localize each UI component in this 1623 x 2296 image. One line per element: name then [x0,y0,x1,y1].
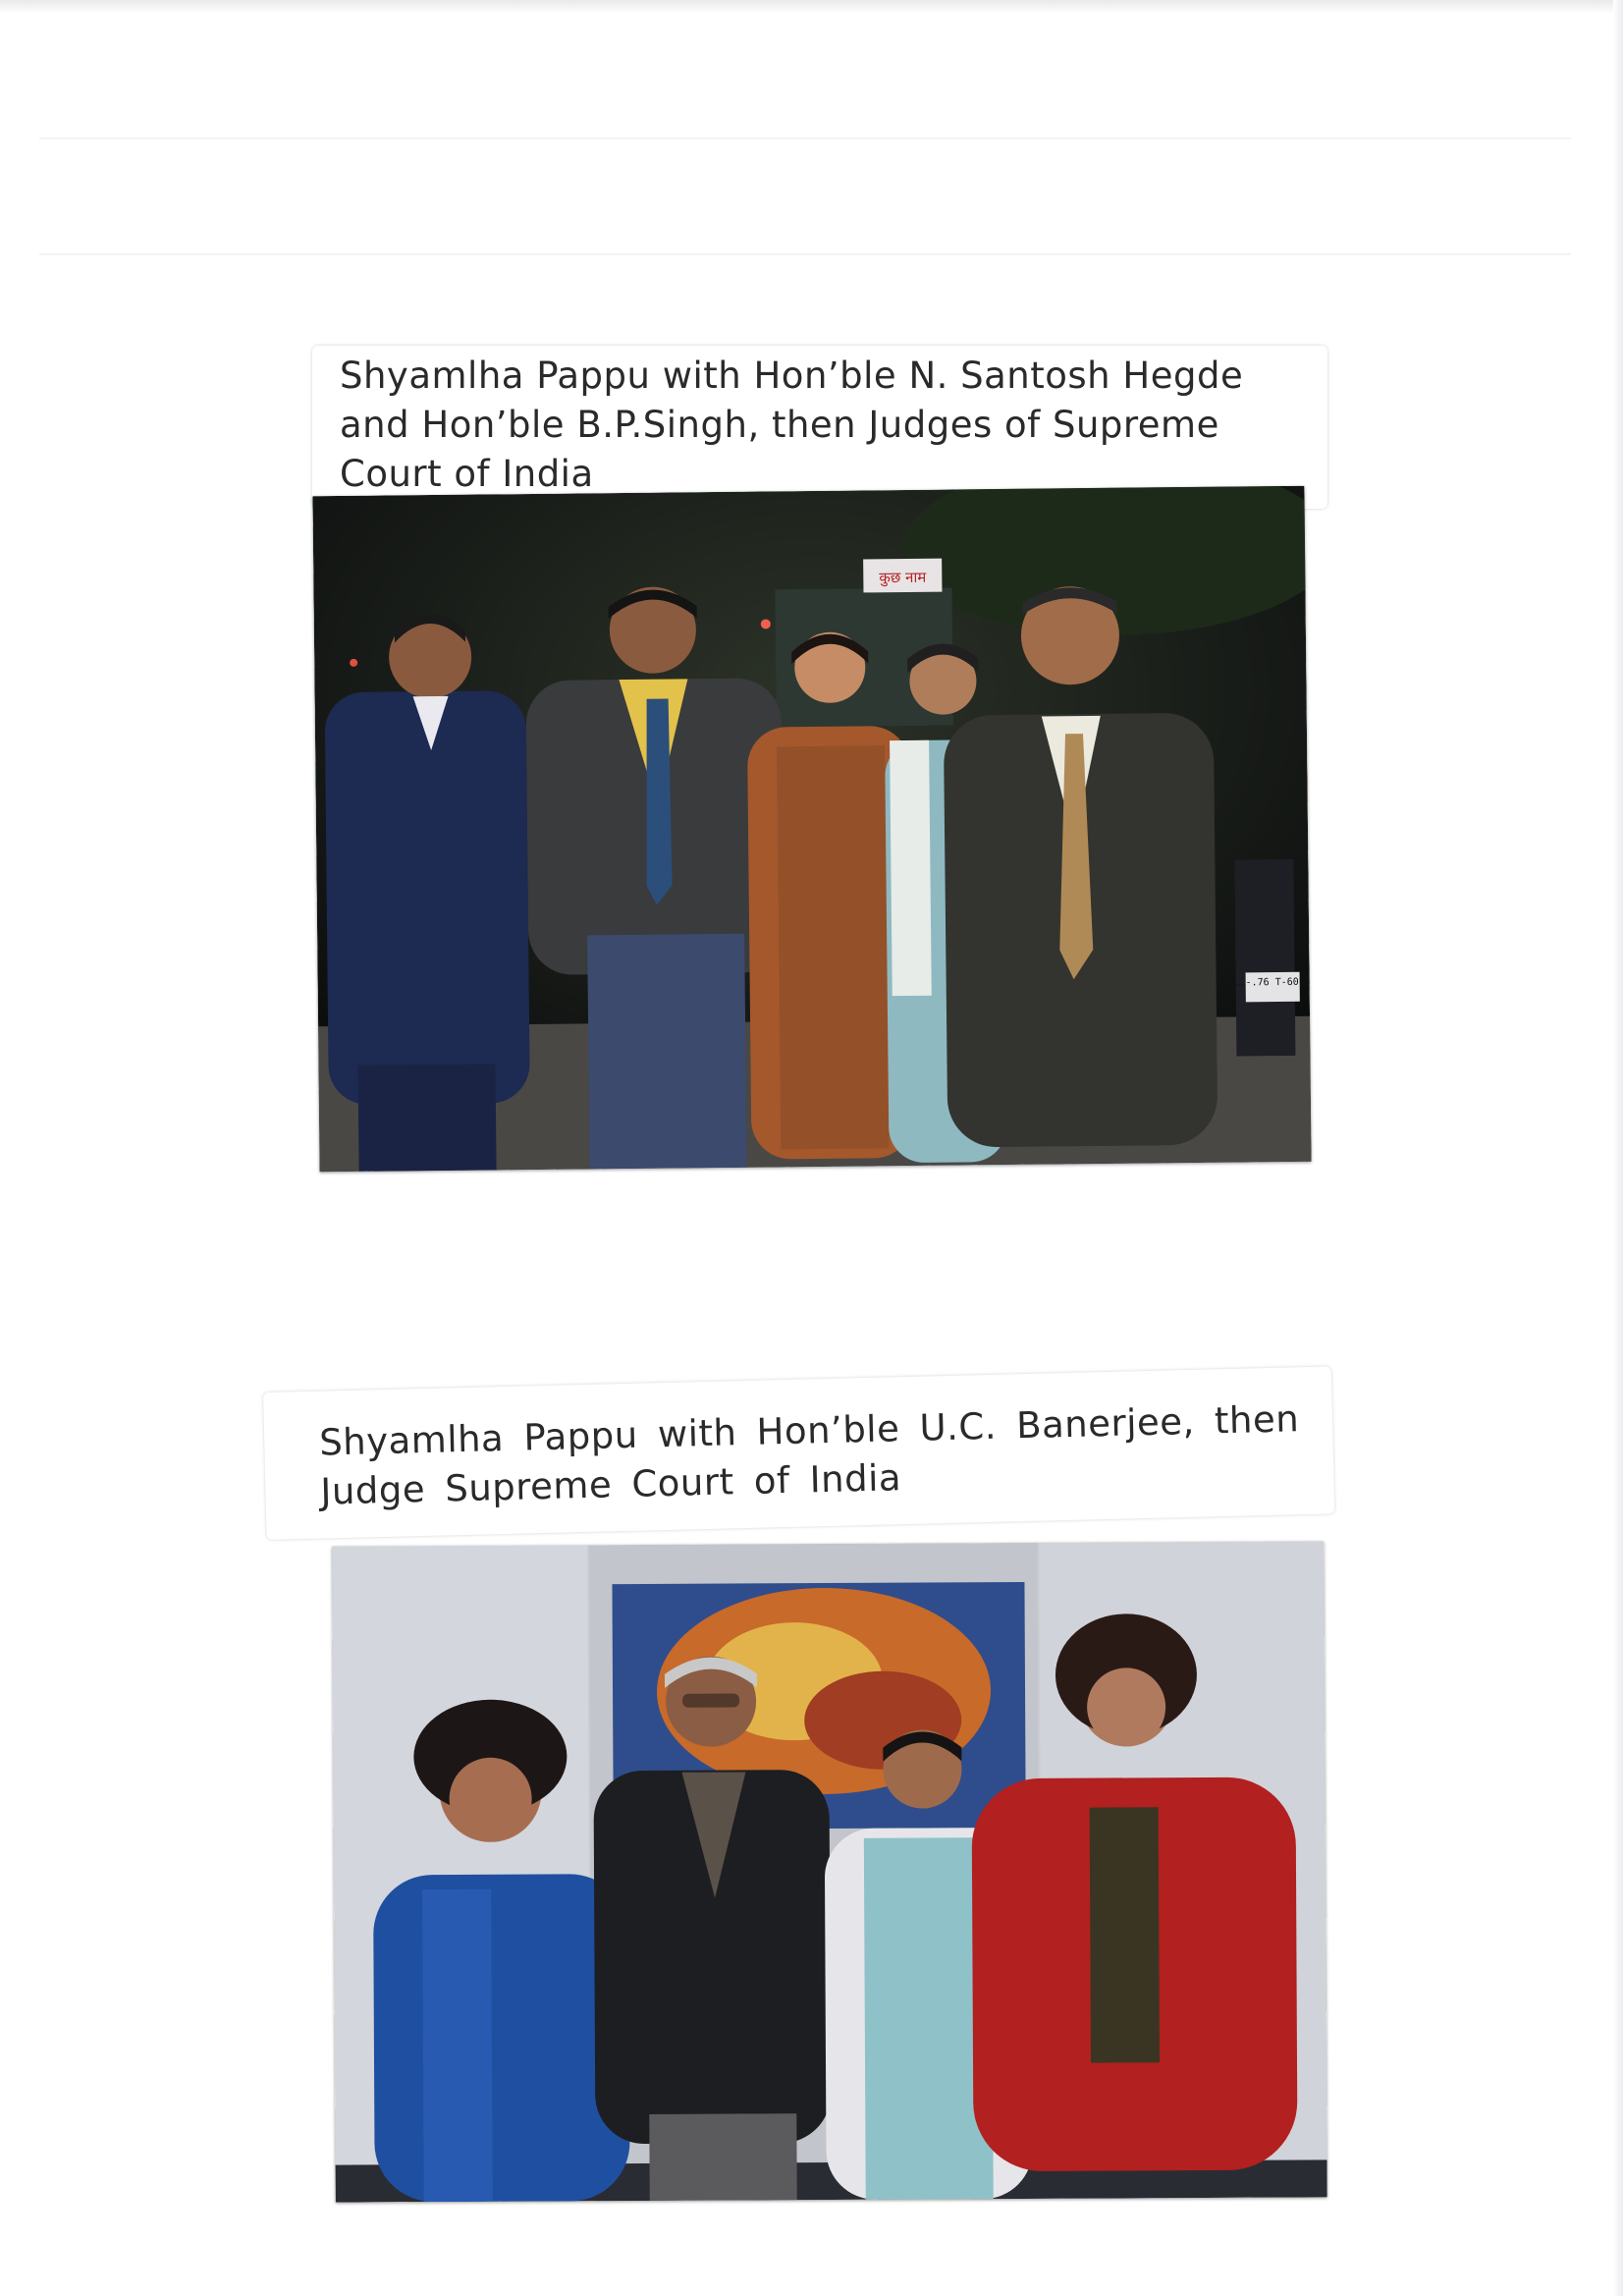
shop-sign-text: कुछ नाम [879,568,927,587]
scan-edge-right [1613,0,1623,2296]
caption-slip-1 [312,346,1327,509]
scan-line [39,137,1571,139]
caption-text-1: Shyamlha Pappu with Hon’ble N. Santosh Hegde and Hon’ble B.P.Singh, then Judges of Supreme Court of India [340,355,1244,495]
plate-text: L.-.76 T-6015 [1233,976,1311,989]
scan-line [39,253,1571,255]
scan-edge-top [0,0,1623,14]
photo-judges-group [312,486,1311,1173]
caption-text-2: Shyamlha Pappu with Hon’ble U.C. Banerjee, then Judge Supreme Court of India [318,1397,1300,1513]
caption-slip-2 [263,1366,1334,1540]
photo-banerjee-group [332,1541,1326,2202]
